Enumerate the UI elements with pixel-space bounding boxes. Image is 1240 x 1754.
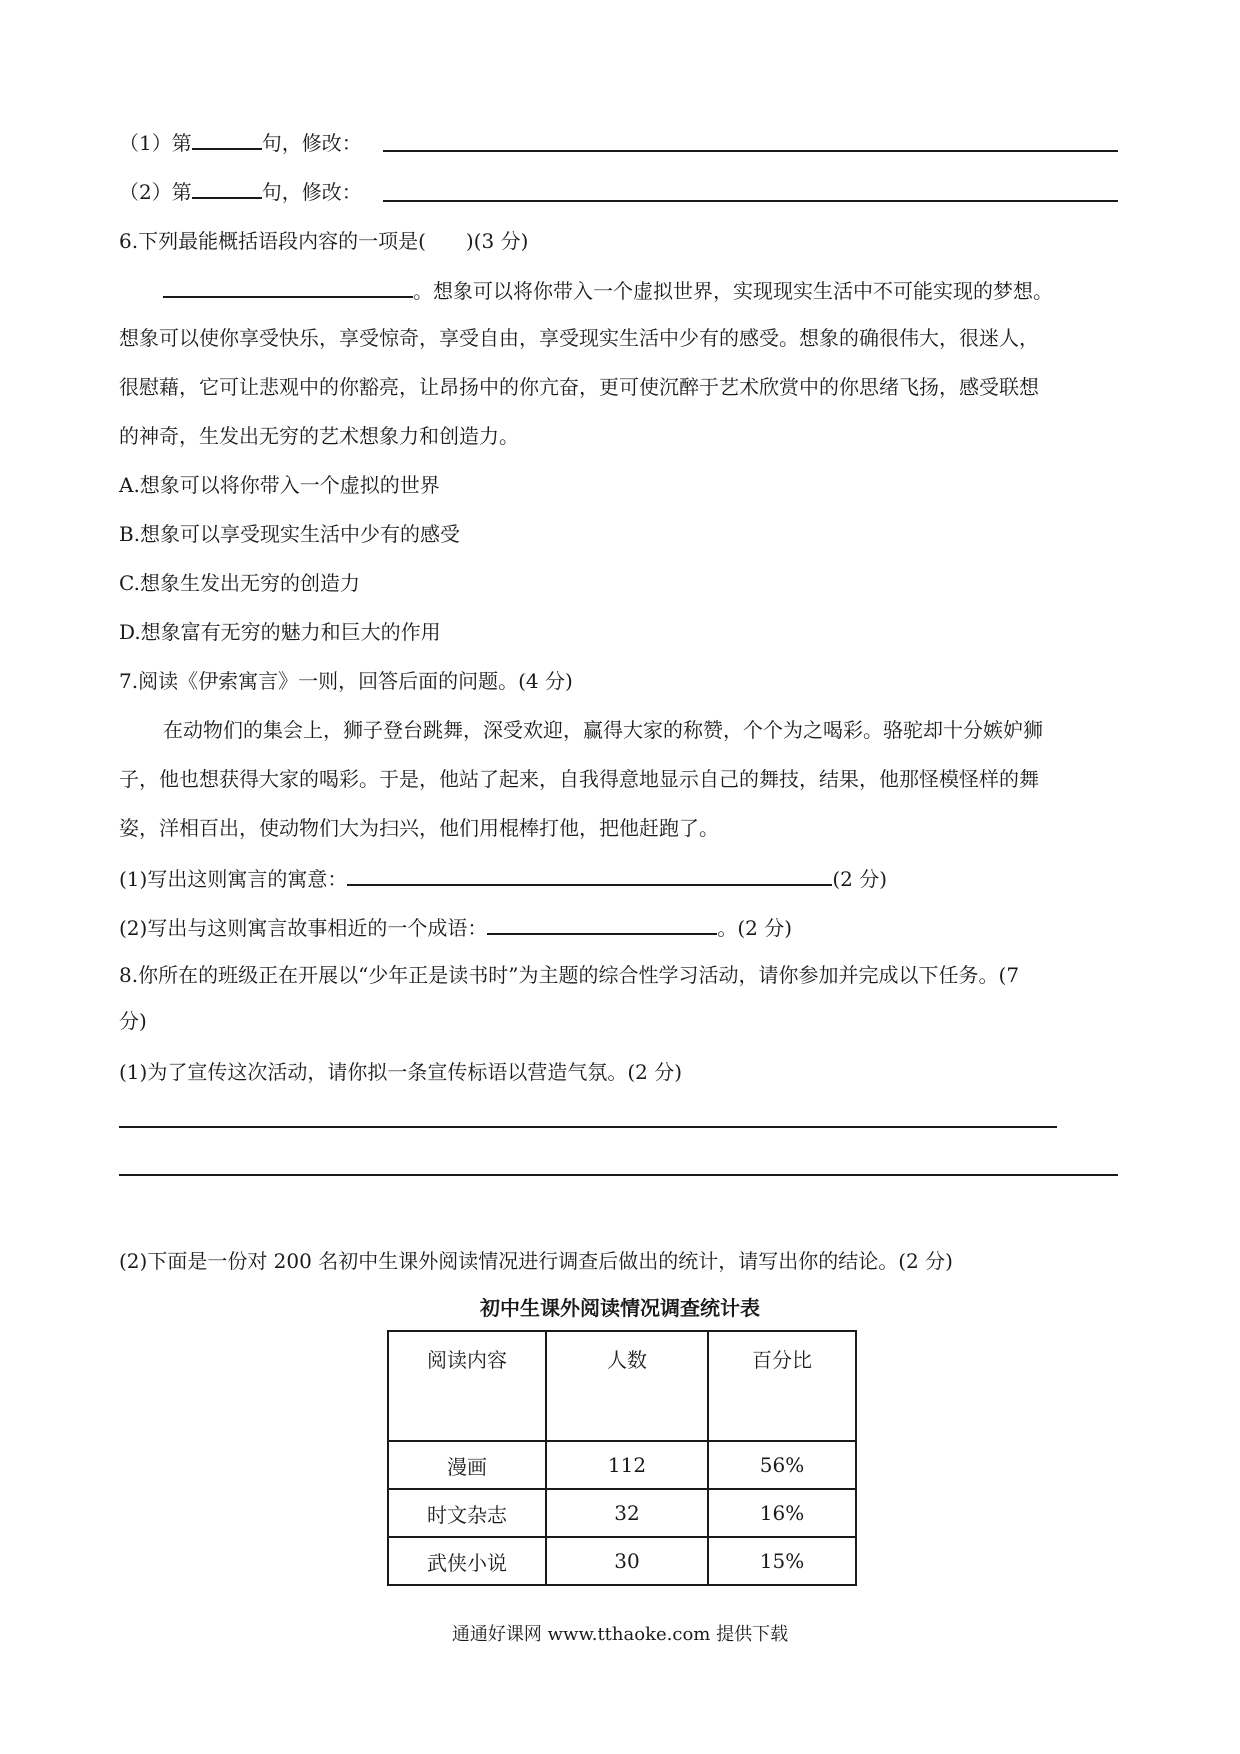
table-header-cell: 百分比 (708, 1331, 856, 1441)
table-row (388, 1441, 856, 1489)
q6-passage-text-1: 。想象可以将你带入一个虚拟世界，实现现实生活中不可能实现的梦想。 (413, 279, 1053, 303)
table-cell: 30 (546, 1537, 708, 1585)
table-cell: 56% (708, 1441, 856, 1489)
table-cell: 武侠小说 (388, 1537, 546, 1585)
q6-option-b: B.想象可以享受现实生活中少有的感受 (119, 522, 461, 546)
table-cell: 漫画 (388, 1441, 546, 1489)
q8-stem-line-1: 8.你所在的班级正在开展以“少年正是读书时”为主题的综合性学习活动，请你参加并完成以下任务。(7 (119, 963, 1020, 987)
q5-item-1-sentence-blank[interactable] (192, 126, 262, 150)
q8-sub-1: (1)为了宣传这次活动，请你拟一条宣传标语以营造气氛。(2 分) (119, 1060, 683, 1084)
q8-slogan-answer-line-1[interactable] (119, 1126, 1057, 1128)
q6-option-d: D.想象富有无穷的魅力和巨大的作用 (119, 620, 441, 644)
table-header-cell: 人数 (546, 1331, 708, 1441)
q7-sub-1-score: (2 分) (832, 867, 888, 891)
survey-table-title: 初中生课外阅读情况调查统计表 (480, 1296, 760, 1320)
survey-table (387, 1330, 857, 1586)
table-header-row (388, 1331, 856, 1441)
q5-item-2-sentence-blank[interactable] (192, 175, 262, 199)
q7-idiom-blank[interactable] (487, 911, 717, 935)
q6-option-a: A.想象可以将你带入一个虚拟的世界 (119, 473, 440, 497)
q6-passage-line-3: 很慰藉，它可让悲观中的你豁亮，让昂扬中的你亢奋，更可使沉醉于艺术欣赏中的你思绪飞扬，感受联想 (119, 375, 1039, 399)
q5-item-1-prefix: （1）第 (119, 131, 192, 155)
table-row (388, 1537, 856, 1585)
q7-passage-line-2: 子，他也想获得大家的喝彩。于是，他站了起来，自我得意地显示自己的舞技，结果，他那怪模怪样的舞 (119, 767, 1039, 791)
q6-stem: 6.下列最能概括语段内容的一项是( )(3 分) (119, 229, 529, 253)
q7-passage-line-3: 姿，洋相百出，使动物们大为扫兴，他们用棍棒打他，把他赶跑了。 (119, 816, 719, 840)
q7-sub-2 (119, 911, 792, 943)
q6-passage-line-4: 的神奇，生发出无穷的艺术想象力和创造力。 (119, 424, 519, 448)
q5-item-2-mid: 句，修改： (261, 180, 362, 204)
q5-item-2 (119, 175, 362, 207)
table-cell: 112 (546, 1441, 708, 1489)
table-cell: 16% (708, 1489, 856, 1537)
table-cell: 15% (708, 1537, 856, 1585)
table-row (388, 1489, 856, 1537)
q7-passage-line-1: 在动物们的集会上，狮子登台跳舞，深受欢迎，赢得大家的称赞，个个为之喝彩。骆驼却十分嫉妒狮 (163, 718, 1043, 742)
q6-passage-line-2: 想象可以使你享受快乐，享受惊奇，享受自由，享受现实生活中少有的感受。想象的确很伟大，很迷人， (119, 326, 1039, 350)
q8-slogan-answer-line-2[interactable] (119, 1174, 1118, 1176)
q5-item-2-prefix: （2）第 (119, 180, 192, 204)
q5-item-1-revision-blank[interactable] (383, 150, 1118, 152)
table-cell: 32 (546, 1489, 708, 1537)
q7-sub-1 (119, 862, 887, 894)
q5-item-1-mid: 句，修改： (261, 131, 362, 155)
q6-option-c: C.想象生发出无穷的创造力 (119, 571, 360, 595)
q6-passage-line-1 (163, 274, 1053, 306)
q5-item-1 (119, 126, 362, 158)
q7-stem: 7.阅读《伊索寓言》一则，回答后面的问题。(4 分) (119, 669, 573, 693)
table-cell: 时文杂志 (388, 1489, 546, 1537)
q6-topic-blank[interactable] (163, 274, 413, 298)
q7-moral-blank[interactable] (347, 862, 832, 886)
table-header-cell: 阅读内容 (388, 1331, 546, 1441)
q7-sub-2-label: (2)写出与这则寓言故事相近的一个成语： (119, 916, 488, 940)
q8-stem-line-2: 分) (119, 1009, 147, 1033)
q5-item-2-revision-blank[interactable] (383, 200, 1118, 202)
page-footer: 通通好课网 www.tthaoke.com 提供下载 (451, 1624, 789, 1645)
q8-sub-2: (2)下面是一份对 200 名初中生课外阅读情况进行调查后做出的统计，请写出你的结论。(2 分) (119, 1249, 953, 1273)
q7-sub-1-label: (1)写出这则寓言的寓意： (119, 867, 348, 891)
q7-sub-2-score: 。(2 分) (717, 916, 793, 940)
